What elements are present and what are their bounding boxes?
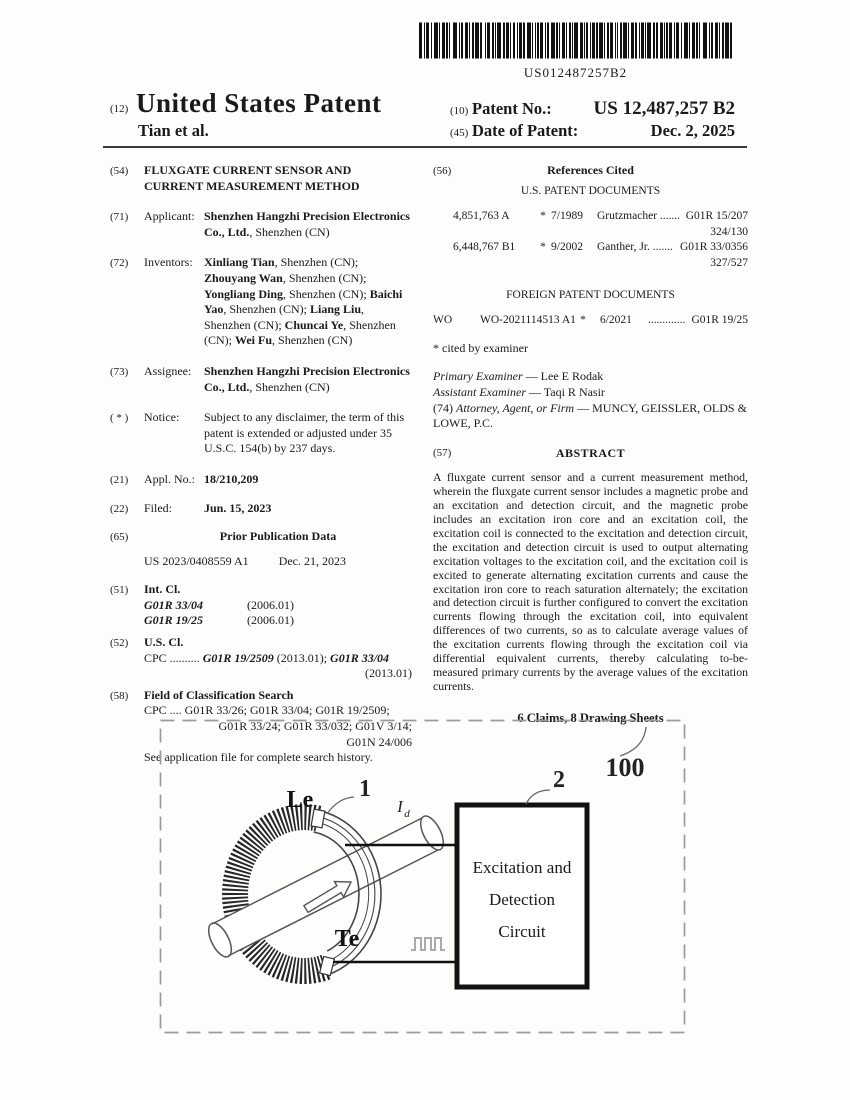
cited-by-examiner-note: * cited by examiner bbox=[433, 340, 528, 355]
circuit-box-line3: Circuit bbox=[498, 922, 546, 941]
ref-class-2: 327/527 bbox=[710, 256, 748, 269]
tag-54: (54) bbox=[110, 165, 129, 177]
ref-number: 6,448,767 B1 bbox=[453, 241, 516, 254]
page-title: United States Patent bbox=[136, 88, 382, 118]
ref-star: * bbox=[540, 241, 546, 254]
search-cpc-line3: G01N 24/006 bbox=[346, 734, 412, 749]
date-of-patent-value: Dec. 2, 2025 bbox=[650, 121, 735, 140]
square-wave-icon bbox=[411, 938, 445, 950]
field-73-assignee bbox=[110, 364, 412, 395]
int-cl-version: (2006.01) bbox=[247, 613, 294, 628]
circuit-box-line1: Excitation and bbox=[472, 858, 572, 877]
patent-no-label: Patent No.: bbox=[472, 99, 552, 118]
tag-72: (72) bbox=[110, 257, 129, 270]
tag-73: (73) bbox=[110, 365, 129, 378]
circuit-box-line2: Detection bbox=[488, 890, 556, 909]
foreign-class: G01R 19/25 bbox=[691, 314, 748, 327]
ref-name: Ganther, Jr. ....... bbox=[597, 241, 673, 254]
notice-label: Notice: bbox=[144, 410, 180, 425]
leader-line-2 bbox=[526, 790, 550, 804]
field-51-int-cl bbox=[110, 582, 412, 629]
ref-class-2: 324/130 bbox=[710, 225, 748, 238]
ref-name: Grutzmacher ....... bbox=[597, 210, 681, 223]
patent-no-value: US 12,487,257 B2 bbox=[593, 98, 735, 119]
search-cpc-line1: CPC .... G01R 33/26; G01R 33/04; G01R 19/2509; bbox=[144, 703, 390, 718]
abstract-text: A fluxgate current sensor and a current measurement method, wherein the fluxgate current sensor includes a magnetic probe and an excitation and detection circuit, and the magnetic probe includes an excitation iron core and an excitation coil, the excitation coil is connected to the excitation and detection circuit, the excitation and detection circuit is used to output alternating excitation voltages to the excitation coil, and the excitation coil is excited to generate alternating excitation currents and cause the excitation iron core to reach saturation alternately; the excitation and detection circuit is further configured to convert the excitation currents flowing through the excitation coil, into equivalent differences of two currents, so as to calculate average values of the excitation currents flowing through the excitation coil via differential equivalent currents, thereby calculating to-be-measured primary currents by the average values of the excitation currents. bbox=[433, 470, 748, 693]
ref-date: 7/1989 bbox=[551, 210, 583, 223]
int-cl-version: (2006.01) bbox=[247, 597, 294, 612]
field-72-inventors bbox=[110, 255, 412, 349]
field-21-appl-no bbox=[110, 472, 412, 489]
foreign-reference-row bbox=[433, 313, 748, 329]
search-note: See application file for complete search history. bbox=[144, 750, 373, 765]
us-reference-row bbox=[433, 209, 748, 225]
right-column bbox=[433, 163, 748, 726]
cpc-line-2: (2013.01) bbox=[365, 666, 412, 681]
tag-57: (57) bbox=[433, 446, 452, 459]
foreign-star: * bbox=[580, 314, 586, 327]
publication-date: Dec. 21, 2023 bbox=[278, 553, 347, 568]
attorney-line: (74) Attorney, Agent, or Firm — MUNCY, GEISSLER, OLDS & LOWE, P.C. bbox=[433, 400, 747, 431]
int-cl-code: G01R 33/04 bbox=[144, 597, 204, 612]
assignee-label: Assignee: bbox=[144, 363, 192, 378]
kind-code-tag: (12) bbox=[110, 103, 129, 115]
assignee-value: Shenzhen Hangzhi Precision Electronics Co., Ltd., Shenzhen (CN) bbox=[204, 363, 410, 394]
abstract-heading-row bbox=[433, 446, 748, 462]
appl-no-value: 18/210,209 bbox=[204, 471, 259, 486]
filed-label: Filed: bbox=[144, 500, 173, 515]
label-id-subscript: d bbox=[404, 808, 410, 820]
inventor-byline: Tian et al. bbox=[138, 121, 209, 140]
tag-45: (45) bbox=[450, 127, 469, 139]
filed-value: Jun. 15, 2023 bbox=[204, 500, 272, 515]
int-cl-code: G01R 19/25 bbox=[144, 613, 204, 628]
tag-58: (58) bbox=[110, 689, 129, 702]
ref-numeral-1: 1 bbox=[359, 776, 371, 802]
ref-class: G01R 33/0356 bbox=[679, 241, 748, 254]
field-71-applicant bbox=[110, 209, 412, 240]
references-cited-heading: References Cited bbox=[547, 163, 634, 177]
invention-title: FLUXGATE CURRENT SENSOR AND CURRENT MEASUREMENT METHOD bbox=[144, 163, 360, 193]
ref-numeral-100: 100 bbox=[605, 753, 645, 782]
tag-52: (52) bbox=[110, 637, 129, 650]
abstract-heading: ABSTRACT bbox=[555, 445, 626, 460]
foreign-dots: ............. bbox=[648, 314, 686, 327]
appl-no-label: Appl. No.: bbox=[144, 471, 195, 486]
field-22-filed bbox=[110, 501, 412, 518]
ref-numeral-2: 2 bbox=[553, 767, 565, 793]
claims-drawing-sheets-line: 6 Claims, 8 Drawing Sheets bbox=[517, 710, 664, 725]
tag-22: (22) bbox=[110, 502, 129, 515]
barcode-number: US012487257B2 bbox=[523, 65, 628, 80]
country-code: WO bbox=[433, 314, 453, 327]
label-id: I bbox=[397, 797, 403, 816]
tag-21: (21) bbox=[110, 473, 129, 486]
notice-text: Subject to any disclaimer, the term of this patent is extended or adjusted under 35 U.S.C. 154(b) by 237 days. bbox=[204, 410, 405, 456]
barcode bbox=[417, 22, 734, 81]
us-reference-row bbox=[433, 240, 748, 256]
label-le: Le bbox=[286, 787, 314, 813]
leader-line-100 bbox=[620, 727, 646, 756]
us-patent-documents-heading: U.S. PATENT DOCUMENTS bbox=[520, 184, 661, 197]
inventors-label: Inventors: bbox=[144, 255, 193, 270]
tag-56: (56) bbox=[433, 165, 452, 177]
header-rule bbox=[103, 146, 747, 148]
label-te: Te bbox=[334, 926, 360, 952]
foreign-patent-documents-heading: FOREIGN PATENT DOCUMENTS bbox=[506, 288, 675, 301]
date-of-patent-label: Date of Patent: bbox=[472, 121, 579, 140]
ref-class: G01R 15/207 bbox=[685, 210, 748, 223]
us-cl-heading: U.S. Cl. bbox=[144, 635, 184, 650]
cpc-line: CPC .......... G01R 19/2509 (2013.01); G01R 33/04 bbox=[144, 650, 390, 665]
primary-examiner-line: Primary Examiner — Lee E Rodak bbox=[433, 369, 604, 384]
ref-date: 9/2002 bbox=[551, 241, 583, 254]
field-56-references bbox=[433, 163, 748, 180]
field-notice bbox=[110, 410, 412, 457]
search-cpc-line2: G01R 33/24; G01R 33/032; G01V 3/14; bbox=[218, 719, 412, 734]
publication-number: US 2023/0408559 A1 bbox=[144, 553, 249, 568]
figure-1 bbox=[158, 718, 690, 1038]
assistant-examiner-line: Assistant Examiner — Taqi R Nasir bbox=[433, 384, 605, 399]
patent-number-row bbox=[450, 98, 735, 120]
field-52-us-cl bbox=[110, 635, 412, 682]
leader-line-1 bbox=[327, 797, 354, 814]
inventors-value: Xinliang Tian, Shenzhen (CN); Zhouyang Wan, Shenzhen (CN); Yongliang Ding, Shenzhen (CN); Baichi Yao, Shenzhen (CN); Liang Liu, Shenzhen (CN); Chuncai Ye, Shenzhen (CN); Wei Fu, Shenzhen (CN) bbox=[204, 255, 403, 348]
sensor-diagram bbox=[158, 718, 690, 1038]
field-65-publication bbox=[110, 529, 412, 569]
left-column bbox=[110, 163, 412, 781]
field-54-title bbox=[110, 163, 412, 194]
barcode-bars bbox=[417, 22, 734, 59]
field-search-heading: Field of Classification Search bbox=[144, 687, 294, 702]
tag-10: (10) bbox=[450, 105, 469, 117]
tag-65: (65) bbox=[110, 531, 129, 544]
ref-star: * bbox=[540, 210, 546, 223]
patent-date-row bbox=[450, 121, 735, 141]
int-cl-heading: Int. Cl. bbox=[144, 582, 181, 597]
tag-51: (51) bbox=[110, 584, 129, 597]
applicant-label: Applicant: bbox=[144, 209, 195, 224]
applicant-value: Shenzhen Hangzhi Precision Electronics Co., Ltd., Shenzhen (CN) bbox=[204, 209, 410, 239]
tag-asterisk: ( * ) bbox=[110, 412, 129, 425]
ref-number: 4,851,763 A bbox=[453, 210, 510, 223]
foreign-date: 6/2021 bbox=[599, 314, 632, 327]
prior-publication-heading: Prior Publication Data bbox=[219, 529, 337, 544]
tag-71: (71) bbox=[110, 211, 129, 224]
foreign-number: WO-2021114513 A1 bbox=[480, 314, 576, 327]
